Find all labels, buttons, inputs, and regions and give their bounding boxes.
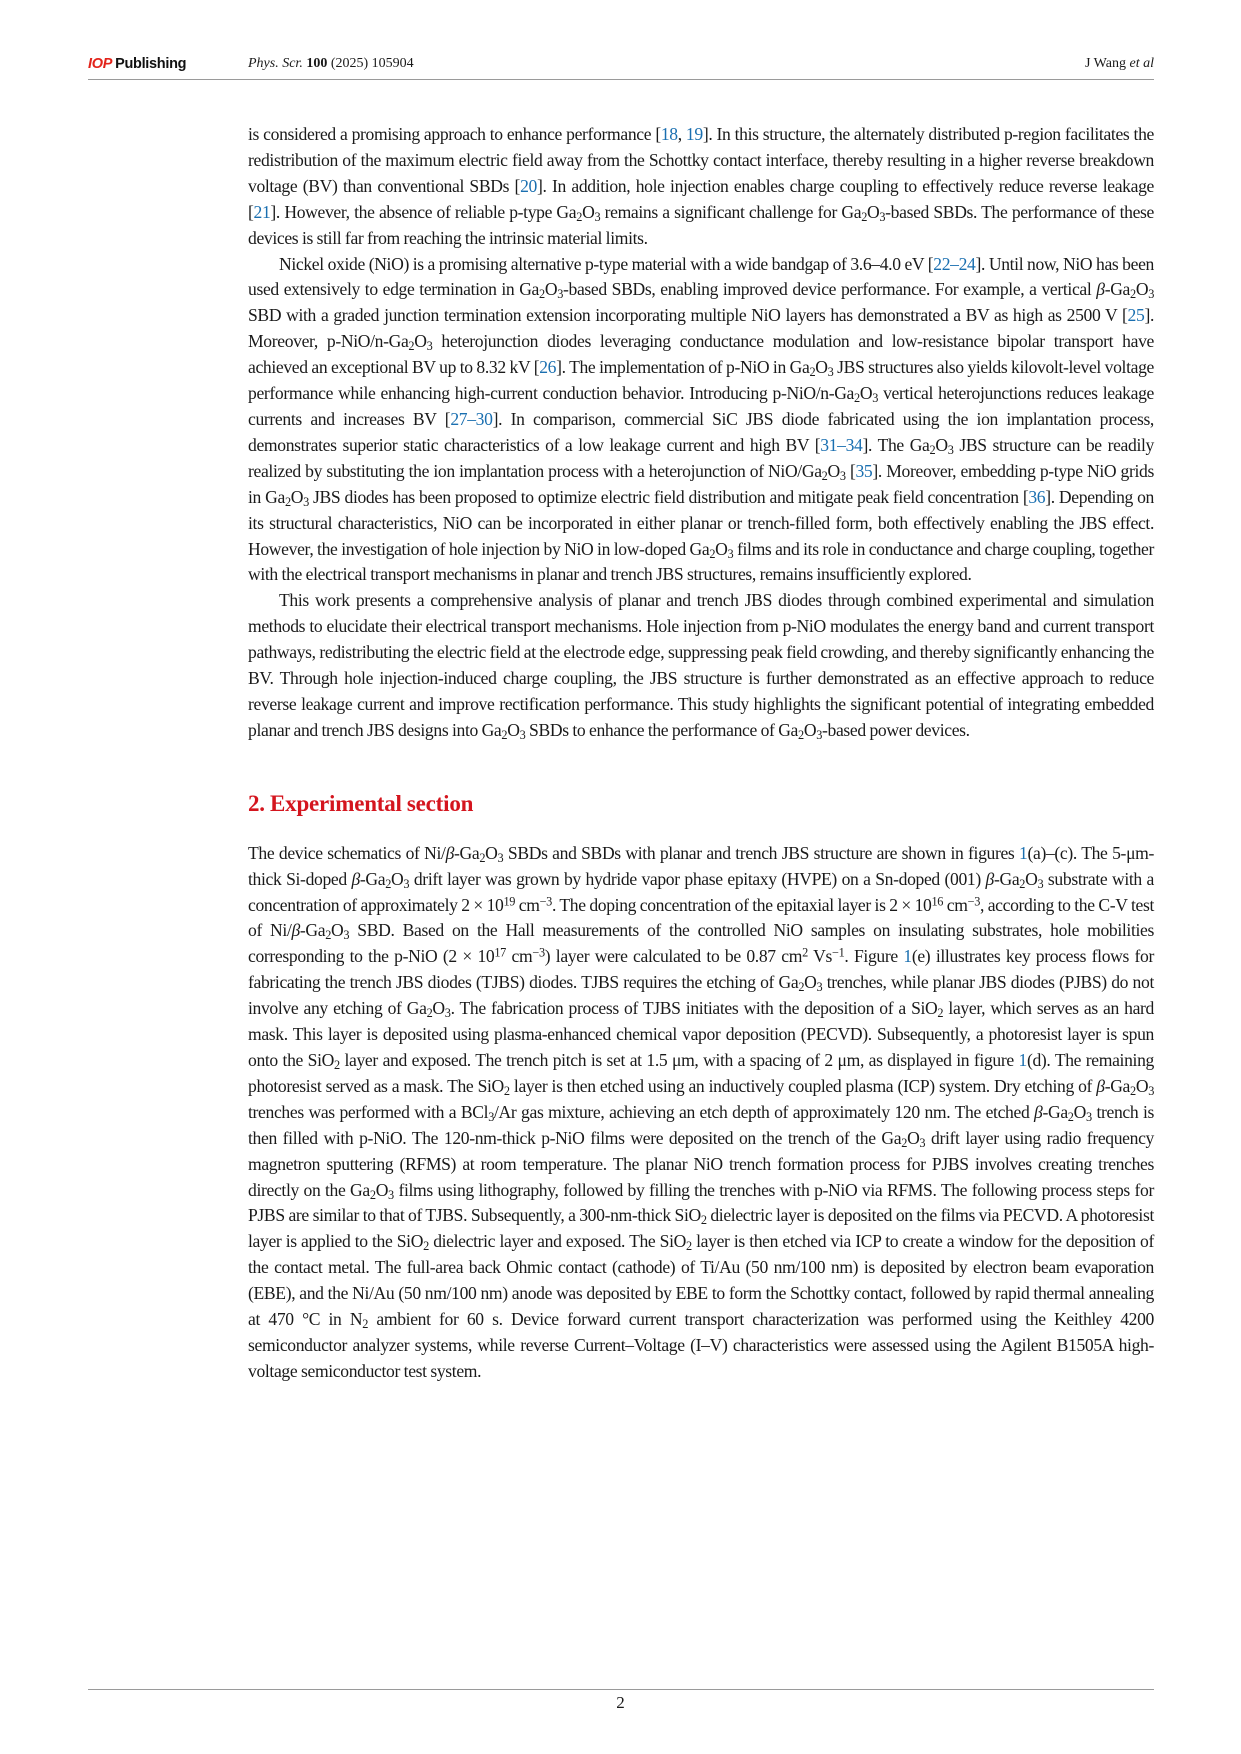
publisher-logo xyxy=(88,56,186,72)
citation-link[interactable]: 26 xyxy=(539,357,557,378)
citation-link[interactable]: 36 xyxy=(1028,486,1046,507)
body-text xyxy=(248,122,1154,1385)
paragraph-intro-continued: is considered a promising approach to enhance performance [18, 19]. In this structure, the alternately distributed p-region facilitates the redistribution of the maximum electric field away from the Schottky contact interface, thereby resulting in a higher reverse breakdown voltage (BV) than conventional SBDs [20]. In addition, hole injection enables charge coupling to effectively reduce reverse leakage [21]. However, the absence of reliable p-type $Ga_2O_3$ remains a significant challenge for $Ga_2O_3$-based SBDs. The performance of these devices is still far from reaching the intrinsic material limits. xyxy=(248,124,1154,248)
journal-year-article: (2025) 105904 xyxy=(330,56,414,71)
journal-abbrev: Phys. Scr. xyxy=(248,56,303,71)
publisher-name: Publishing xyxy=(115,56,187,72)
citation-link[interactable]: 25 xyxy=(1127,305,1145,326)
authors-main: J Wang xyxy=(1084,56,1126,71)
running-header xyxy=(88,50,1154,70)
paragraph-this-work: This work presents a comprehensive analysis of planar and trench JBS diodes through combined experimental and simulation methods to elucidate their electrical transport mechanisms. Hole injection from p-NiO modulates the energy band and current transport pathways, redistributing the electric field at the electrode edge, suppressing peak field crowding, and thereby significantly enhancing the BV. Through hole injection-induced charge coupling, the JBS structure is further demonstrated as an effective approach to reduce reverse leakage current and improve rectification performance. This study highlights the significant potential of integrating embedded planar and trench JBS designs into $Ga_2O_3$ SBDs to enhance the performance of $Ga_2O_3$-based power devices. xyxy=(248,590,1155,742)
footer-rule xyxy=(88,1689,1154,1690)
journal-citation xyxy=(248,56,414,72)
paragraph-nio: Nickel oxide (NiO) is a promising alternative p-type material with a wide bandgap of 3.6–4.0 eV [22–24]. Until now, NiO has been used extensively to edge termination in $Ga_2O_3$-based SBDs, enabling improved device performance. For example, a vertical $\beta-Ga_2O_3$ SBD with a graded junction termination extension incorporating multiple NiO layers has demonstrated a BV as high as 2500 V [25]. Moreover, $p-NiO/n-Ga_2O_3$ heterojunction diodes leveraging conductance modulation and low-resistance bipolar transport have achieved an exceptional BV up to 8.32 kV [26]. The implementation of p-NiO in $Ga_2O_3$ JBS structures also yields kilovolt-level voltage performance while enhancing high-current conduction behavior. Introducing $p-NiO/n-Ga_2O_3$ vertical heterojunctions reduces leakage currents and increases BV [27–30]. In comparison, commercial SiC JBS diode fabricated using the ion implantation process, demonstrates superior static characteristics of a low leakage current and high BV [31–34]. The $Ga_2O_3$ JBS structure can be readily realized by substituting the ion implantation process with a heterojunction of NiO/$Ga_2O_3$ [35]. Moreover, embedding p-type NiO grids in $Ga_2O_3$ JBS diodes has been proposed to optimize electric field distribution and mitigate peak field concentration [36]. Depending on its structural characteristics, NiO can be incorporated in either planar or trench-filled form, both effectively enabling the JBS effect. However, the investigation of hole injection by NiO in low-doped $Ga_2O_3$ films and its role in conductance and charge coupling, together with the electrical transport mechanisms in planar and trench JBS structures, remains insufficiently explored. xyxy=(248,253,1154,585)
citation-link[interactable]: 21 xyxy=(253,201,271,222)
figure-link[interactable]: 1 xyxy=(1019,842,1028,863)
journal-volume: 100 xyxy=(306,56,328,71)
authors-suffix: et al xyxy=(1129,56,1154,71)
running-authors xyxy=(1085,56,1154,72)
citation-link[interactable]: 20 xyxy=(520,175,537,196)
publisher-mark: IOP xyxy=(88,56,113,72)
citation-link[interactable]: 35 xyxy=(855,460,873,481)
citation-link[interactable]: 19 xyxy=(685,124,703,144)
paragraph-experimental: The device schematics of $Ni/\beta-Ga_2O_3$ SBDs and SBDs with planar and trench JBS structure are shown in figures 1(a)–(c). The 5-μm-thick Si-doped $\beta-Ga_2O_3$ drift layer was grown by hydride vapor phase epitaxy (HVPE) on a Sn-doped (001) $\beta-Ga_2O_3$ substrate with a concentration of approximately $2 \times 10^{19}$ $cm^{-3}$. The doping concentration of the epitaxial layer is $2 \times 10^{16}$ $cm^{-3}$, according to the C-V test of $Ni/\beta-Ga_2O_3$ SBD. Based on the Hall measurements of the controlled NiO samples on insulating substrates, hole mobilities corresponding to the p-NiO ($2 \times 10^{17}$ $cm^{-3}$) layer were calculated to be 0.87 $cm^2$ $Vs^{-1}$. Figure 1(e) illustrates key process flows for fabricating the trench JBS diodes (TJBS) diodes. TJBS requires the etching of $Ga_2O_3$ trenches, while planar JBS diodes (PJBS) do not involve any etching of $Ga_2O_3$. The fabrication process of TJBS initiates with the deposition of a SiO$_2$ layer, which serves as an hard mask. This layer is deposited using plasma-enhanced chemical vapor deposition (PECVD). Subsequently, a photoresist layer is spun onto the SiO$_2$ layer and exposed. The trench pitch is set at 1.5 μm, with a spacing of 2 μm, as displayed in figure 1(d). The remaining photoresist served as a mask. The SiO$_2$ layer is then etched using an inductively coupled plasma (ICP) system. Dry etching of $\beta-Ga_2O_3$ trenches was performed with a BCl$_3$/Ar gas mixture, achieving an etch depth of approximately 120 nm. The etched $\beta-Ga_2O_3$ trench is then filled with p-NiO. The 120-nm-thick p-NiO films were deposited on the trench of the $Ga_2O_3$ drift layer using radio frequency magnetron sputtering (RFMS) at room temperature. The planar NiO trench formation process for PJBS involves creating trenches directly on the $Ga_2O_3$ films using lithography, followed by filling the trenches with p-NiO via RFMS. The following process steps for PJBS are similar to that of TJBS. Subsequently, a 300-nm-thick SiO$_2$ dielectric layer is deposited on the films via PECVD. A photoresist layer is applied to the SiO$_2$ dielectric layer and exposed. The SiO$_2$ layer is then etched via ICP to create a window for the deposition of the contact metal. The full-area back Ohmic contact (cathode) of Ti/Au (50 nm/100 nm) is deposited by electron beam evaporation (EBE), and the Ni/Au (50 nm/100 nm) anode was deposited by EBE to form the Schottky contact, followed by rapid thermal annealing at 470 °C in $N_2$ ambient for 60 s. Device forward current transport characterization was performed using the Keithley 4200 semiconductor analyzer systems, while reverse Current–Voltage (I–V) characteristics were assessed using the Agilent B1505A high-voltage semiconductor test system. xyxy=(248,842,1155,1381)
section-heading: 2. Experimental section xyxy=(248,790,474,816)
citation-link[interactable]: 31–34 xyxy=(820,434,863,455)
figure-link[interactable]: 1 xyxy=(903,946,912,967)
page-number: 2 xyxy=(616,1693,625,1712)
citation-link[interactable]: 18 xyxy=(660,124,678,144)
figure-link[interactable]: 1 xyxy=(1018,1050,1027,1070)
citation-link[interactable]: 27–30 xyxy=(450,408,493,429)
header-rule xyxy=(88,79,1154,80)
citation-link[interactable]: 22–24 xyxy=(933,253,976,274)
